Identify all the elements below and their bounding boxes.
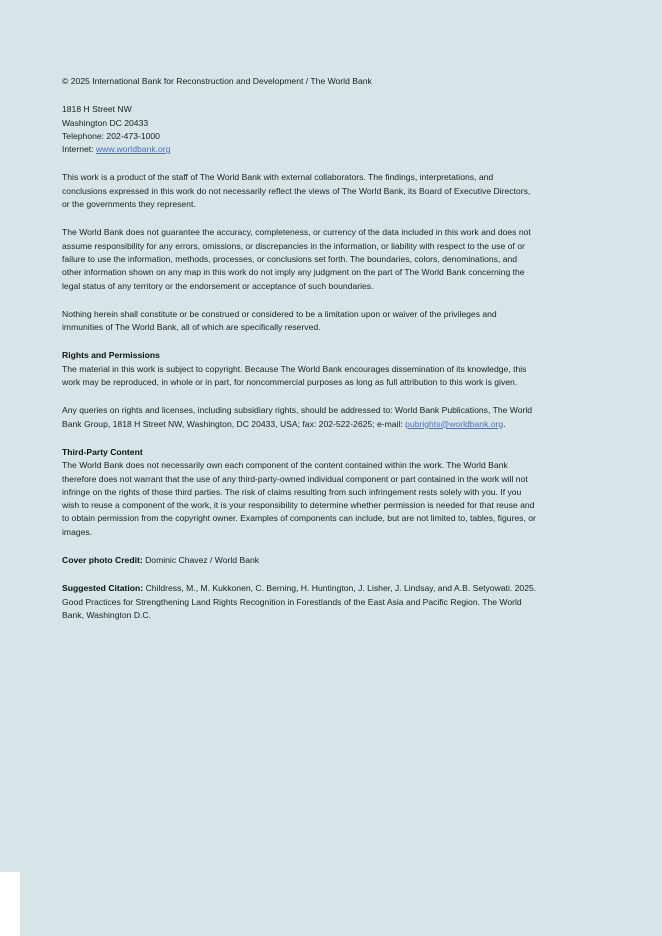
citation-value: Childress, M., M. Kukkonen, C. Berning, H. Huntington, J. Lisher, J. Lindsay, and A.B. Setyowati. 2025. Good Practices for Strengthening Land Rights Recognition in Forestlands of the East Asia and Pacific Region. The World Bank, Washington D.C.: [62, 583, 537, 620]
accuracy-disclaimer: The World Bank does not guarantee the accuracy, completeness, or currency of the data included in this work and does not assume responsibility for any errors, omissions, or discrepancies in the information, or liability with respect to the use of or failure to use the information, methods, processes, or conclusions set forth. The boundaries, colors, denominations, and other information shown on any map in this work do not imply any judgment on the part of The World Bank concerning the legal status of any territory or the endorsement or acceptance of such boundaries.: [62, 227, 531, 291]
address-internet: [62, 143, 537, 156]
privileges-notice: Nothing herein shall constitute or be construed or considered to be a limitation upon or waiver of the privileges and immunities of The World Bank, all of which are specifically reserved.: [62, 308, 497, 333]
worldbank-website-link[interactable]: www.worldbank.org: [95, 144, 171, 155]
copyright-notice: © 2025 International Bank for Reconstruction and Development / The World Bank: [62, 76, 372, 86]
product-disclaimer: This work is a product of the staff of The World Bank with external collaborators. The findings, interpretations, and conclusions expressed in this work do not necessarily reflect the views of The World Bank, its Board of Executive Directors, or the governments they represent.: [62, 172, 531, 210]
cover-photo-credit: [62, 554, 537, 567]
rights-body: The material in this work is subject to copyright. Because The World Bank encourages dissemination of its knowledge, this work may be reproduced, in whole or in part, for noncommercial purposes as long as full attribution to this work is given.: [62, 363, 527, 388]
rights-queries-end: .: [503, 418, 506, 429]
internet-label: Internet:: [62, 144, 96, 155]
cover-photo-value: Dominic Chavez / World Bank: [145, 555, 260, 566]
address-telephone: Telephone: 202-473-1000: [62, 130, 160, 141]
address-street: 1818 H Street NW: [62, 104, 132, 115]
citation-label: Suggested Citation:: [62, 583, 146, 594]
suggested-citation: [62, 582, 537, 622]
third-party-body: The World Bank does not necessarily own each component of the content contained within the work. The World Bank therefore does not warrant that the use of any third-party-owned individual component or part contained in the work will not infringe on the rights of those third parties. The risk of claims resulting from such infringement rests solely with you. If you wish to reuse a component of the work, it is your responsibility to determine whether permission is needed for that reuse and to obtain permission from the copyright owner. Examples of components can include, but are not limited to, tables, figures, or images.: [62, 460, 536, 537]
third-party-heading: Third-Party Content: [62, 446, 143, 457]
rights-section: [62, 349, 537, 389]
rights-queries-text: Any queries on rights and licenses, including subsidiary rights, should be addressed to: World Bank Publications, The World Bank Group, 1818 H Street NW, Washington, DC 20433, USA; fax: 202-522-2625; e-mail:: [62, 405, 533, 429]
cover-photo-label: Cover photo Credit:: [62, 555, 146, 566]
rights-queries: [62, 404, 537, 431]
address-block: [62, 103, 537, 156]
rights-heading: Rights and Permissions: [62, 350, 160, 361]
pubrights-email-link[interactable]: pubrights@worldbank.org: [405, 418, 504, 429]
third-party-section: [62, 446, 537, 539]
address-city: Washington DC 20433: [62, 117, 149, 128]
copyright-page-content: [62, 75, 537, 622]
page-corner-notch: [0, 872, 20, 936]
